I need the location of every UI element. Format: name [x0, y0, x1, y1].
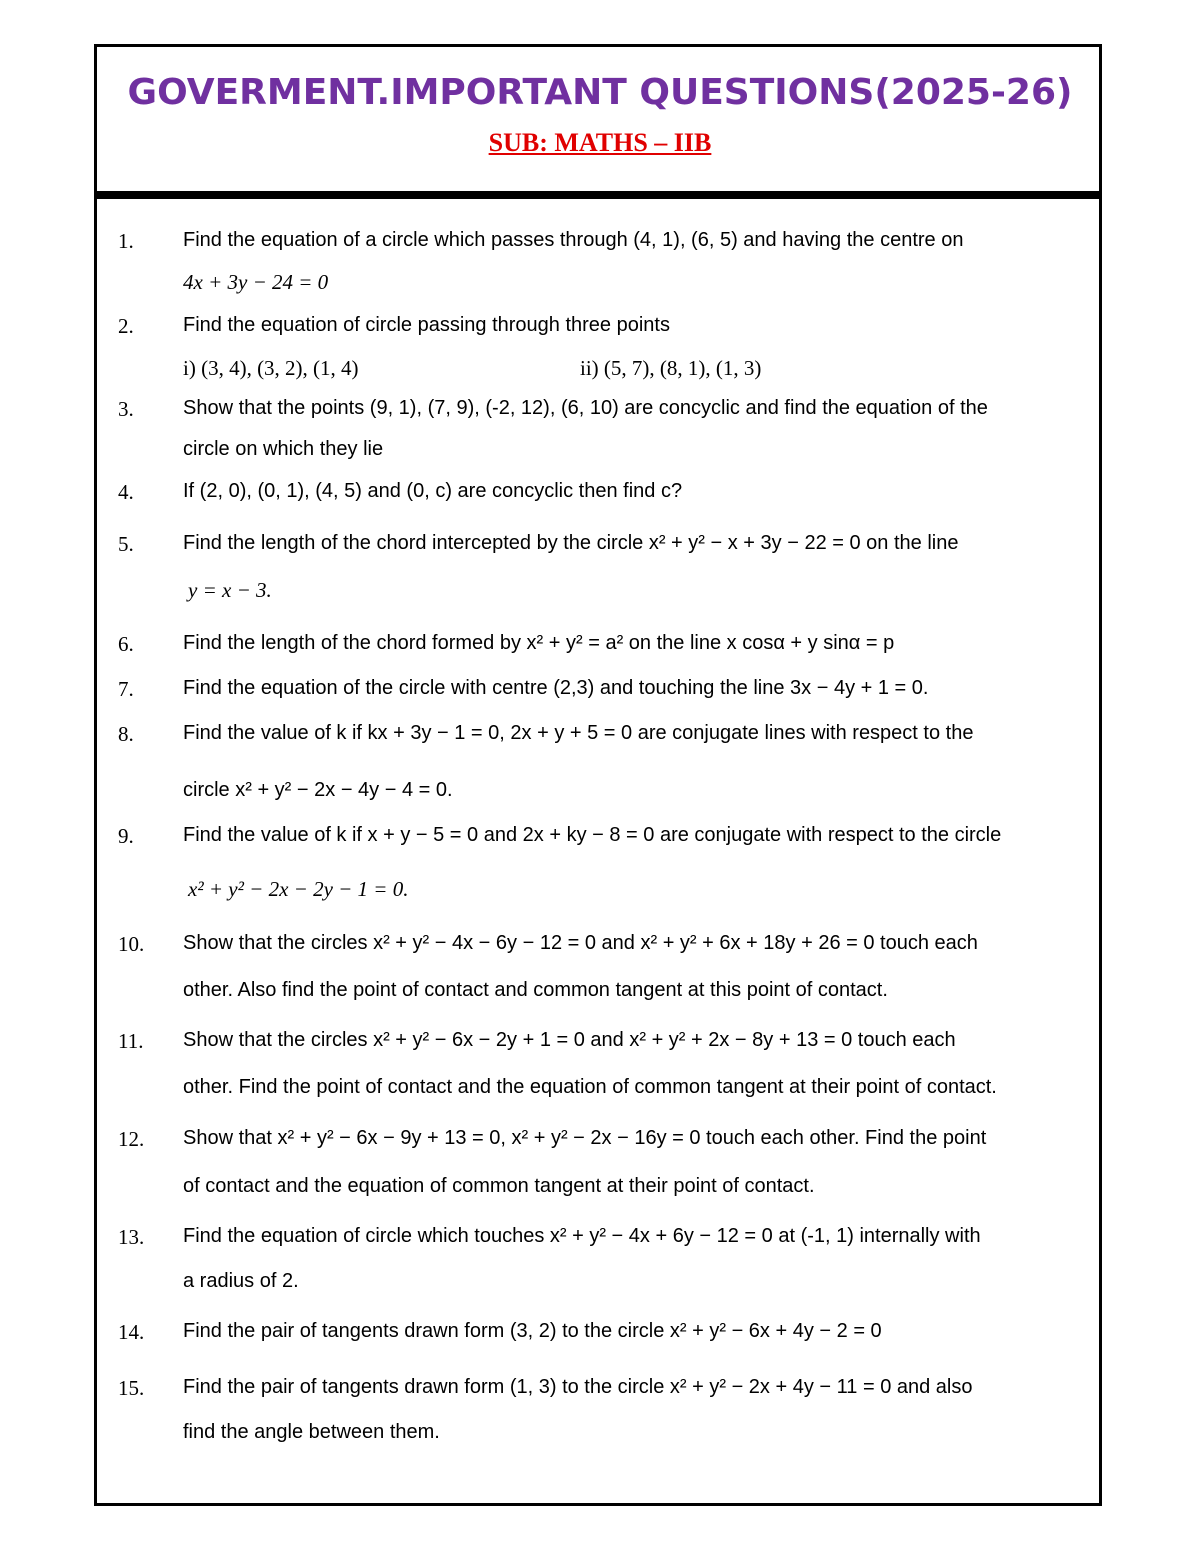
question-text: Show that the circles x² + y² − 4x − 6y − 12 = 0 and x² + y² + 6x + 18y + 26 = 0 touch each [183, 932, 978, 954]
question-text: Find the pair of tangents drawn form (1, 3) to the circle x² + y² − 2x + 4y − 11 = 0 and also [183, 1376, 973, 1398]
question-number: 8. [118, 722, 134, 746]
page-title: GOVERMENT.IMPORTANT QUESTIONS(2025-26) [127, 72, 1073, 113]
question-text: Find the equation of the circle with centre (2,3) and touching the line 3x − 4y + 1 = 0. [183, 677, 929, 699]
question-subpart: ii) (5, 7), (8, 1), (1, 3) [580, 356, 762, 380]
question-number: 11. [118, 1029, 144, 1053]
question-equation: x² + y² − 2x − 2y − 1 = 0. [188, 877, 409, 901]
question-number: 6. [118, 632, 134, 656]
subject-heading: SUB: MATHS – IIB [488, 128, 712, 157]
question-number: 9. [118, 824, 134, 848]
question-text: circle x² + y² − 2x − 4y − 4 = 0. [183, 779, 453, 801]
question-text: Find the value of k if kx + 3y − 1 = 0, 2x + y + 5 = 0 are conjugate lines with respect to the [183, 722, 974, 744]
question-text: Find the equation of circle which touches x² + y² − 4x + 6y − 12 = 0 at (-1, 1) internally with [183, 1225, 981, 1247]
question-number: 2. [118, 314, 134, 338]
question-number: 3. [118, 397, 134, 421]
question-text: a radius of 2. [183, 1270, 299, 1292]
question-text: Find the value of k if x + y − 5 = 0 and 2x + ky − 8 = 0 are conjugate with respect to the circle [183, 824, 1002, 846]
question-number: 10. [118, 932, 145, 956]
question-text: Show that the circles x² + y² − 6x − 2y + 1 = 0 and x² + y² + 2x − 8y + 13 = 0 touch each [183, 1029, 956, 1051]
question-text: circle on which they lie [183, 438, 384, 460]
question-number: 12. [118, 1127, 145, 1151]
question-equation: y = x − 3. [188, 578, 272, 602]
question-number: 13. [118, 1225, 145, 1249]
question-number: 5. [118, 532, 134, 556]
header-divider [97, 191, 1099, 199]
question-text: Find the equation of a circle which passes through (4, 1), (6, 5) and having the centre on [183, 229, 964, 251]
question-subpart: i) (3, 4), (3, 2), (1, 4) [183, 356, 359, 380]
question-text: find the angle between them. [183, 1421, 440, 1443]
question-text: Find the length of the chord intercepted by the circle x² + y² − x + 3y − 22 = 0 on the line [183, 532, 959, 554]
question-text: If (2, 0), (0, 1), (4, 5) and (0, c) are concyclic then find c? [183, 480, 683, 502]
question-number: 1. [118, 229, 134, 253]
question-number: 14. [118, 1320, 145, 1344]
question-text: other. Also find the point of contact and common tangent at this point of contact. [183, 979, 888, 1001]
question-text: Show that x² + y² − 6x − 9y + 13 = 0, x² + y² − 2x − 16y = 0 touch each other. Find the point [183, 1127, 987, 1149]
question-text: of contact and the equation of common tangent at their point of contact. [183, 1175, 815, 1197]
question-equation: 4x + 3y − 24 = 0 [183, 270, 329, 294]
question-text: Find the equation of circle passing through three points [183, 314, 670, 336]
question-text: Find the pair of tangents drawn form (3, 2) to the circle x² + y² − 6x + 4y − 2 = 0 [183, 1320, 882, 1342]
question-number: 7. [118, 677, 134, 701]
question-text: other. Find the point of contact and the equation of common tangent at their point of contact. [183, 1076, 997, 1098]
question-number: 15. [118, 1376, 145, 1400]
question-text: Show that the points (9, 1), (7, 9), (-2, 12), (6, 10) are concyclic and find the equation of the [183, 397, 988, 419]
question-number: 4. [118, 480, 134, 504]
question-text: Find the length of the chord formed by x² + y² = a² on the line x cosα + y sinα = p [183, 632, 895, 654]
